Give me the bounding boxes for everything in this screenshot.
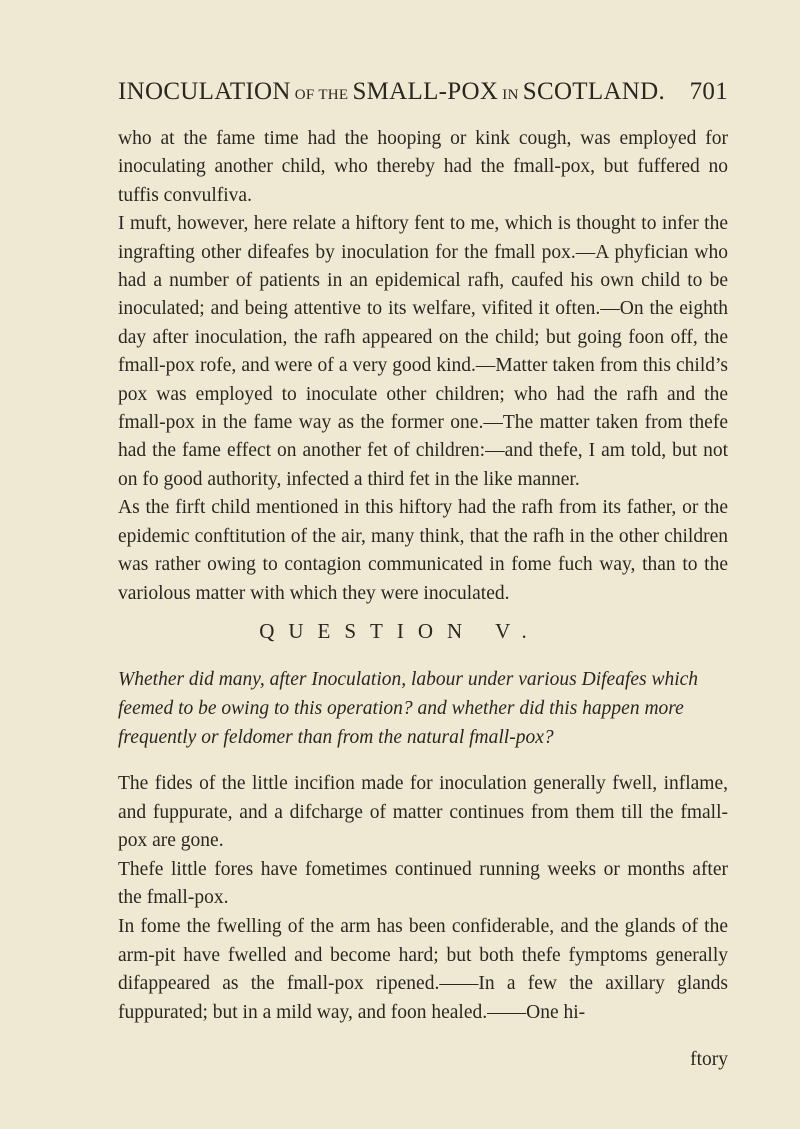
header-title-part: SMALL-POX <box>352 78 499 105</box>
answer-text <box>118 770 728 1027</box>
catchword: ftory <box>690 1049 728 1070</box>
paragraph: In fome the fwelling of the arm has been confiderable, and the glands of the arm-pit have fwelled and become hard; but both thefe fymptoms generally difappeared as the fmall-pox ripened.——In a few the axillary glands fuppurated; but in a mild way, and foon healed.——One hi- <box>118 915 728 1023</box>
paragraph: who at the fame time had the hooping or kink cough, was employed for inoculating another child, who thereby had the fmall-pox, but fuffered no tuffis convulfiva. <box>118 128 728 206</box>
paragraph: I muft, however, here relate a hiftory fent to me, which is thought to infer the ingrafting other difeafes by inoculation for the fmall pox.—A phyfician who had a number of patients in an epidemical rafh, caufed his own child to be inoculated; and being attentive to its welfare, vifited it often.—On the eighth day after inoculation, the rafh appeared on the child; but going foon off, the fmall-pox rofe, and were of a very good kind.—Matter taken from this child’s pox was employed to inoculate other children; who had the rafh and the fmall-pox in the fame way as the former one.—The matter taken from thefe had the fame effect on another fet of children:—and thefe, I am told, but not on fo good authority, infected a third fet in the like manner. <box>118 213 728 490</box>
page-number: 701 <box>689 78 728 105</box>
question-text <box>118 665 728 752</box>
paragraph: Thefe little fores have fometimes continued running weeks or months after the fmall-pox. <box>118 858 728 909</box>
section-heading: QUESTION V. <box>259 619 541 643</box>
header-title-part: SCOTLAND. <box>522 78 666 105</box>
header-title-part: INOCULATION <box>118 78 291 105</box>
header-title-part: OF THE <box>290 87 353 103</box>
paragraph: As the firft child mentioned in this hiftory had the rafh from its father, or the epidemic conftitution of the air, many think, that the rafh in the other children was rather owing to contagion communicated in fome fuch way, than to the variolous matter with which they were inoculated. <box>118 497 728 604</box>
running-header <box>118 78 728 106</box>
paragraph: The fides of the little incifion made for inoculation generally fwell, inflame, and fuppurate, and a difcharge of matter continues from them till the fmall-pox are gone. <box>118 773 728 852</box>
header-title-part: IN <box>498 87 523 103</box>
question-paragraph: Whether did many, after Inoculation, labour under various Difeafes which feemed to be owing to this operation? and whether did this happen more frequently or feldomer than from the natural fmall-pox? <box>118 669 699 748</box>
body-text <box>118 125 728 608</box>
